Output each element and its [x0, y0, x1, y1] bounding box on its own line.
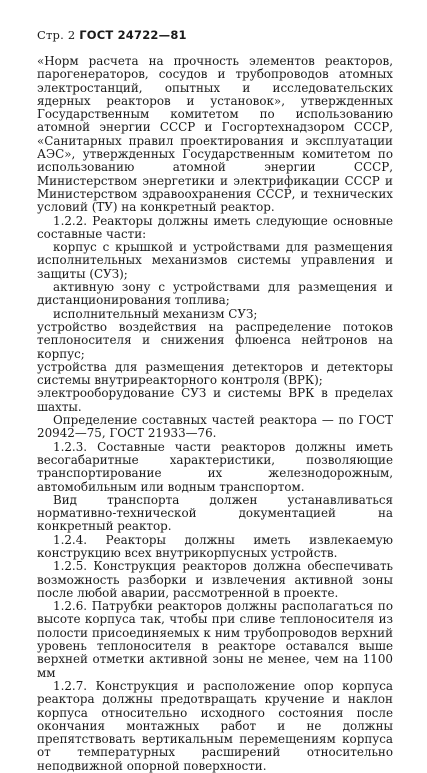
- page-number-label: Стр. 2: [37, 28, 76, 42]
- list-item-core: активную зону с устройствами для размещения и дистанционирования топлива;: [37, 280, 393, 308]
- paragraph-1-2-6: 1.2.6. Патрубки реакторов должны располагаться по высоте корпуса так, чтобы при сливе теплоносителя из полости присоединяемых к ним трубопроводов верхний уровень теплоносителя в реакторе оставался выше верхней отметки активной зоны не менее, чем на 1100 мм: [37, 599, 393, 680]
- gost-code: ГОСТ 24722—81: [79, 28, 187, 42]
- paragraph-1-2-4: 1.2.4. Реакторы должны иметь извлекаемую конструкцию всех внутрикорпусных устройств.: [37, 532, 393, 560]
- paragraph-1-2-2: 1.2.2. Реакторы должны иметь следующие основные составные части:: [37, 213, 393, 241]
- paragraph-transport: Вид транспорта должен устанавливаться нормативно-технической документацией на конкретный реактор.: [37, 492, 393, 534]
- list-item-detectors: устройства для размещения детекторов и детекторы системы внутриреакторного контроля (ВРК);: [37, 359, 393, 388]
- paragraph-1-2-3: 1.2.3. Составные части реакторов должны иметь весогабаритные характеристики, позволяющие транспортирование их железнодорожным, автомобильным или водным транспортом.: [37, 439, 393, 494]
- paragraph-norms-reference: «Норм расчета на прочность элементов реакторов, парогенераторов, сосудов и трубопроводов атомных электростанций, опытных и исследовательских ядерных реакторов и установок», утвержденных Государственным комитетом по использованию атомной энергии СССР и Госгортехнадзором СССР, «Санитарных правил проектирования и эксплуатации АЭС», утвержденных Государственным комитетом по использованию атомной энергии СССР, Министерством энергетики и электрификации СССР и Министерством здравоохранения СССР, и технических условий (ТУ) на конкретный реактор.: [37, 54, 393, 215]
- paragraph-1-2-5: 1.2.5. Конструкция реакторов должна обеспечивать возможность разборки и извлечения активной зоны после любой аварии, рассмотренной в проекте.: [37, 559, 393, 600]
- list-item-electrical: электрооборудование СУЗ и системы ВРК в пределах шахты.: [37, 386, 393, 414]
- paragraph-1-2-7: 1.2.7. Конструкция и расположение опор корпуса реактора должны предотвращать кручение и наклон корпуса относительно исходного состояния после окончания монтажных работ и не должны препятствовать вертикальным перемещениям корпуса от температурных расширений относительно неподвижной опорной поверхности.: [37, 678, 393, 773]
- list-item-flow-device: устройство воздействия на распределение потоков теплоносителя и снижения флюенса нейтронов на корпус;: [37, 319, 393, 361]
- list-item-actuator: исполнительный механизм СУЗ;: [53, 306, 258, 321]
- paragraph-definition: Определение составных частей реактора — по ГОСТ 20942—75, ГОСТ 21933—76.: [37, 413, 393, 441]
- page-header: [37, 28, 187, 42]
- document-body: [37, 55, 393, 773]
- list-item-vessel: корпус с крышкой и устройствами для размещения исполнительных механизмов системы управления и защиты (СУЗ);: [37, 240, 393, 281]
